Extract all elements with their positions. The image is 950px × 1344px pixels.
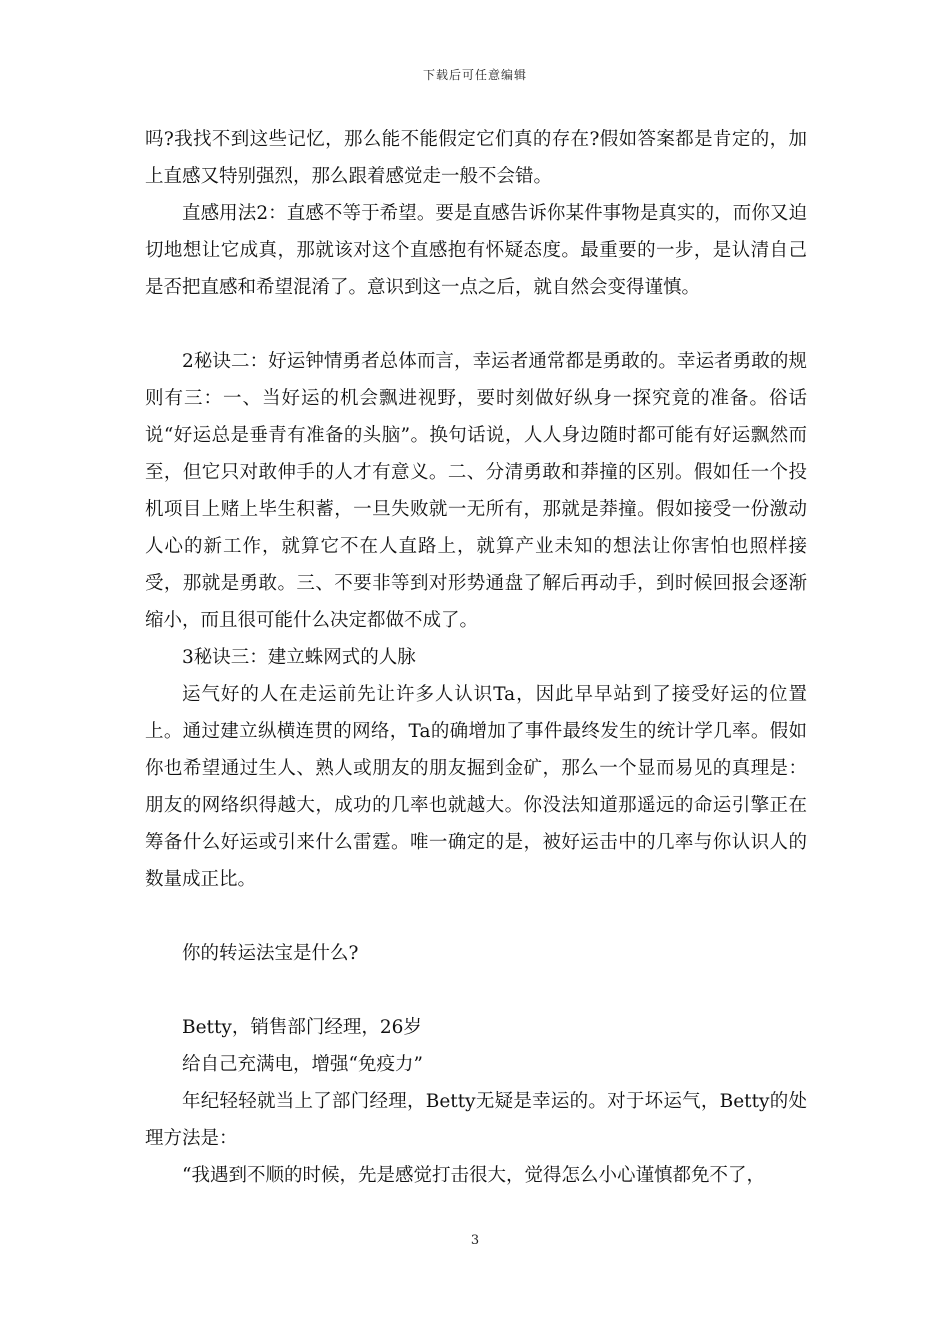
document-body <box>145 121 807 1194</box>
profile-subtitle: 给自己充满电，增强“免疫力” <box>182 1054 423 1075</box>
paragraph-6: “我遇到不顺的时候，先是感觉打击很大，觉得怎么小心谨慎都免不了， <box>182 1165 765 1186</box>
paragraph-4: 运气好的人在走运前先让许多人认识Ta，因此早早站到了接受好运的位置上。通过建立纵横连贯的网络，Ta的确增加了事件最终发生的统计学几率。假如你也希望通过生人、熟人或朋友的朋友掘到金矿，那么一个显而易见的真理是：朋友的网络织得越大，成功的几率也就越大。你没法知道那遥远的命运引擎正在筹备什么好运或引来什么雷霆。唯一确定的是，被好运击中的几率与你认识人的数量成正比。 <box>145 684 807 890</box>
page-header: 下载后可任意编辑 <box>422 68 527 82</box>
paragraph-3: 2秘诀二：好运钟情勇者总体而言，幸运者通常都是勇敢的。幸运者勇敢的规则有三：一、当好运的机会飘进视野，要时刻做好纵身一探究竟的准备。俗话说“好运总是垂青有准备的头脑”。换句话说，人人身边随时都可能有好运飘然而至，但它只对敢伸手的人才有意义。二、分清勇敢和莽撞的区别。假如任一个投机项目上赌上毕生积蓄，一旦失败就一无所有，那就是莽撞。假如接受一份激动人心的新工作，就算它不在人直路上，就算产业未知的想法让你害怕也照样接受，那就是勇敢。三、不要非等到对形势通盘了解后再动手，到时候回报会逐渐缩小，而且很可能什么决定都做不成了。 <box>145 351 807 631</box>
blank-line <box>145 306 807 343</box>
page-number: 3 <box>470 1233 480 1248</box>
paragraph-1: 吗?我找不到这些记忆，那么能不能假定它们真的存在?假如答案都是肯定的，加上直感又特别强烈，那么跟着感觉走一般不会错。 <box>145 129 807 187</box>
profile-line: Betty，销售部门经理，26岁 <box>182 1017 422 1038</box>
blank-line <box>145 972 807 1009</box>
question-heading: 你的转运法宝是什么? <box>182 943 359 964</box>
section-heading-3: 3秘诀三：建立蛛网式的人脉 <box>182 647 416 668</box>
paragraph-5: 年纪轻轻就当上了部门经理，Betty无疑是幸运的。对于坏运气，Betty的处理方法是： <box>145 1091 807 1149</box>
blank-line <box>145 898 807 935</box>
paragraph-2: 直感用法2：直感不等于希望。要是直感告诉你某件事物是真实的，而你又迫切地想让它成真，那就该对这个直感抱有怀疑态度。最重要的一步，是认清自己是否把直感和希望混淆了。意识到这一点之后，就自然会变得谨慎。 <box>145 203 807 298</box>
